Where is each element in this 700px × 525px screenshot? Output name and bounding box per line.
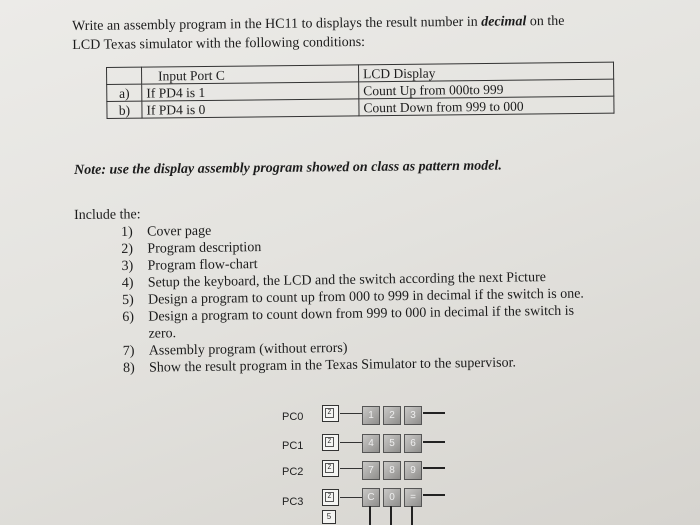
port-label-pc0: PC0 — [282, 411, 304, 423]
port-switch-pc0[interactable] — [322, 405, 339, 422]
port-switch-pc1[interactable] — [322, 434, 339, 451]
list-item: 3) Program flow-chart — [121, 257, 258, 274]
table-corner-cell — [107, 67, 142, 84]
row-input: If PD4 is 1 — [142, 82, 359, 101]
conditions-table — [106, 62, 615, 119]
keypad-key-4[interactable]: 4 — [362, 434, 380, 453]
port-switch-pc2[interactable] — [322, 460, 339, 477]
include-heading: Include the: — [74, 207, 141, 223]
wire — [340, 468, 362, 469]
list-item: 7) Assembly program (without errors) — [122, 340, 348, 359]
switch-glyph: Z — [325, 437, 334, 447]
header-input-port: Input Port C — [142, 65, 359, 84]
keypad-key-c[interactable]: C — [362, 488, 380, 507]
column-line — [411, 506, 413, 525]
keypad-key-6[interactable]: 6 — [404, 434, 422, 453]
port-label-pc2: PC2 — [282, 466, 304, 478]
emphasis-decimal: decimal — [481, 14, 527, 30]
switch-glyph: Z — [325, 492, 334, 502]
intro-paragraph — [72, 11, 672, 55]
list-item: 1) Cover page — [121, 223, 212, 240]
row-label: a) — [107, 84, 142, 101]
switch-glyph: Z — [325, 463, 334, 473]
port-label-pc3: PC3 — [282, 496, 304, 508]
keypad-key-2[interactable]: 2 — [383, 406, 401, 425]
keypad-key-1[interactable]: 1 — [362, 406, 380, 425]
bottom-switch[interactable]: 5 — [322, 510, 336, 524]
keypad-key-0[interactable]: 0 — [383, 488, 401, 507]
row-line — [423, 441, 445, 443]
list-item: 6) Design a program to count down from 999 to 000 in decimal if the switch is — [122, 303, 575, 325]
row-display: Count Up from 000to 999 — [359, 79, 614, 99]
column-line — [369, 506, 371, 525]
row-display: Count Down from 999 to 000 — [359, 96, 614, 116]
include-list — [121, 216, 663, 377]
keypad-key-9[interactable]: 9 — [404, 461, 422, 480]
row-line — [423, 467, 445, 469]
row-input: If PD4 is 0 — [142, 99, 359, 118]
keyboard-lcd-switch-diagram — [270, 390, 470, 525]
row-line — [423, 412, 445, 414]
row-line — [423, 494, 445, 496]
wire — [340, 497, 362, 498]
list-item-continuation: zero. — [148, 326, 177, 342]
intro-line-2: LCD Texas simulator with the following conditions: — [72, 34, 366, 53]
wire — [340, 413, 362, 414]
keypad-key-5[interactable]: 5 — [383, 434, 401, 453]
note-text: Note: use the display assembly program showed on class as pattern model. — [74, 158, 502, 178]
list-item: 2) Program description — [121, 240, 262, 257]
port-switch-pc3[interactable] — [322, 489, 339, 506]
wire — [340, 442, 362, 443]
keypad-key-3[interactable]: 3 — [404, 406, 422, 425]
port-label-pc1: PC1 — [282, 440, 304, 452]
list-item: 8) Show the result program in the Texas Simulator to the supervisor. — [122, 355, 517, 376]
keypad-key-equals[interactable]: = — [404, 488, 422, 507]
row-label: b) — [107, 101, 142, 118]
intro-line-1: Write an assembly program in the HC11 to displays the result number in decimal on the — [72, 13, 565, 34]
list-item: 5) Design a program to count up from 000 to 999 in decimal if the switch is one. — [121, 286, 584, 308]
list-item: 4) Setup the keyboard, the LCD and the switch according the next Picture — [121, 270, 547, 291]
column-line — [390, 506, 392, 525]
keypad-key-8[interactable]: 8 — [383, 461, 401, 480]
switch-glyph: Z — [325, 408, 334, 418]
keypad-key-7[interactable]: 7 — [362, 461, 380, 480]
header-lcd-display: LCD Display — [358, 62, 613, 82]
